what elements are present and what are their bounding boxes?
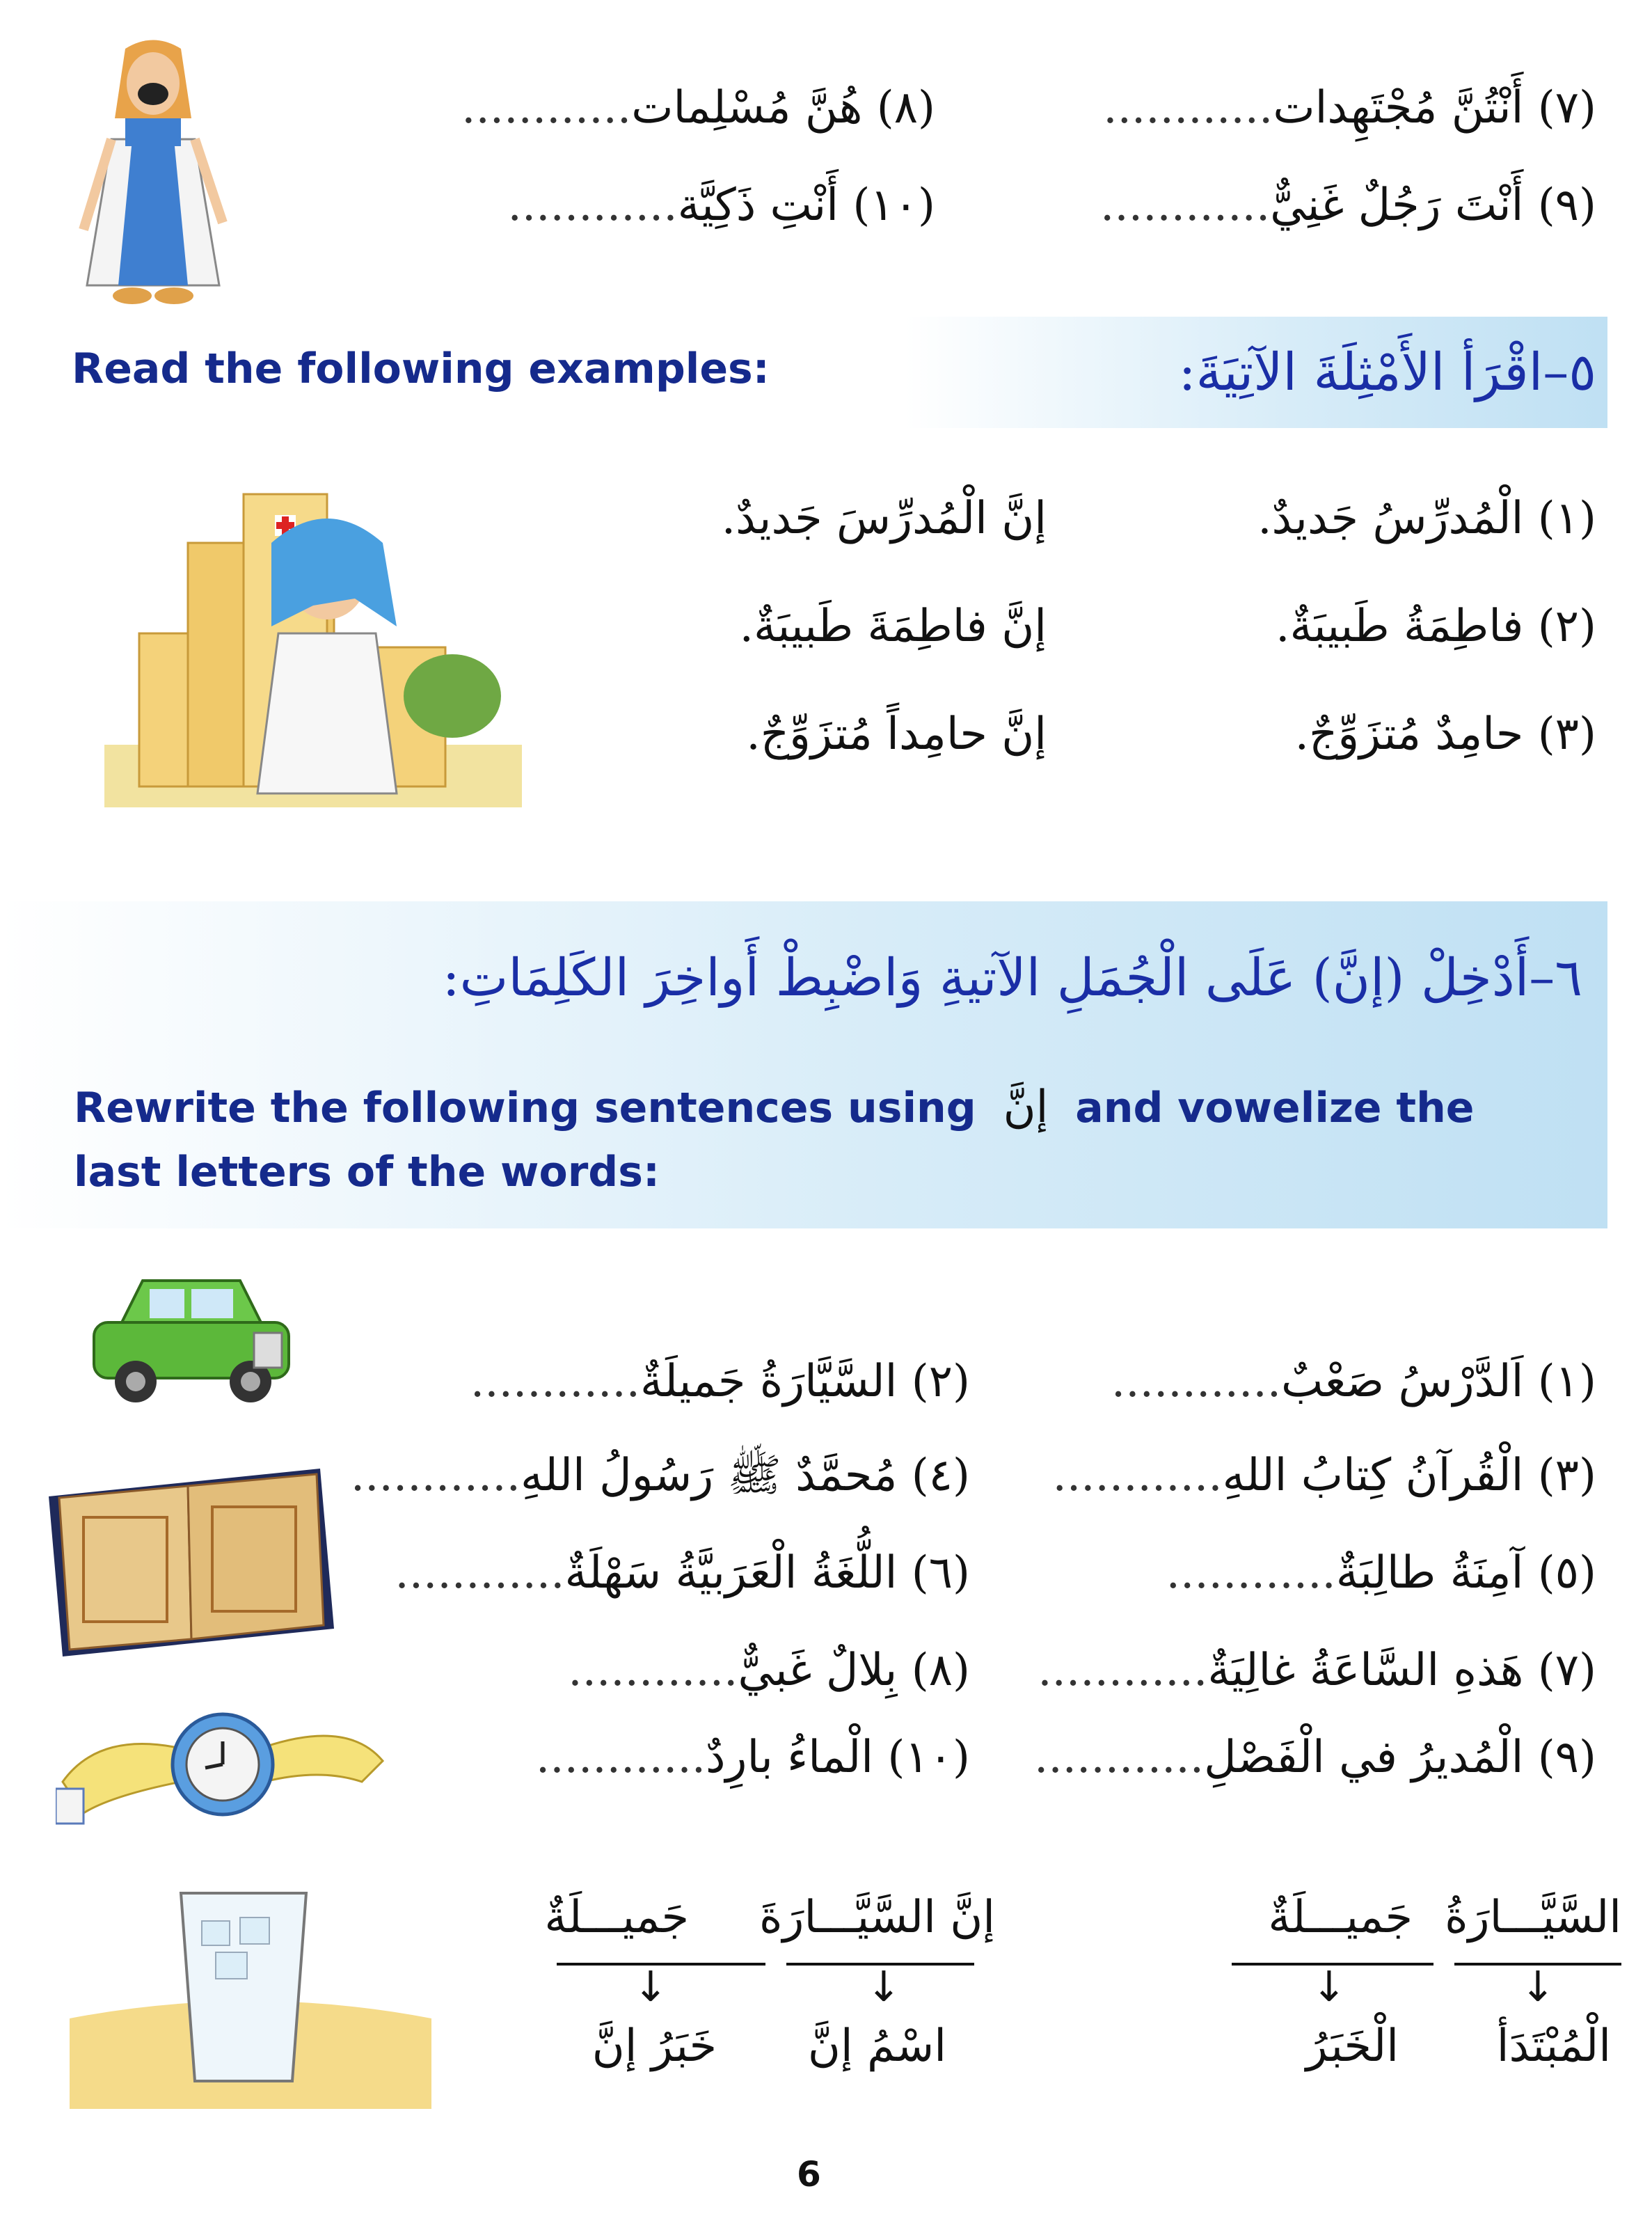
ex6-row-4-right: (٧) هَذهِ السَّاعَةُ غالِيَةٌ............: [1038, 1645, 1596, 1696]
exercise4-tail: [0, 0, 1652, 292]
ex5-row-2-left: إنَّ فاطِمَةَ طَبيبَةٌ.: [739, 601, 1047, 652]
ex4-row-2-right: (٩) أَنْتَ رَجُلٌ غَنِيٌّ............: [1100, 180, 1596, 231]
ex6-row-2-right: (٣) الْقُرآنُ كِتابُ اللهِ............: [1052, 1450, 1596, 1501]
grammar-right-word2: جَميـــلَةٌ: [1268, 1892, 1413, 1943]
grammar-left-label1: اسْمُ إنَّ: [807, 2021, 946, 2072]
grammar-right-arrow-2: ↓: [1311, 1963, 1347, 2011]
ex6-row-3-right: (٥) آمِنَةُ طالِبَةٌ............: [1166, 1547, 1596, 1599]
exercise6-instr-line2: last letters of the words:: [74, 1148, 660, 1196]
exercise5-rows: [0, 473, 1652, 793]
exercise5-title-en: Read the following examples:: [72, 345, 770, 393]
grammar-right-label2: الْخَبَرُ: [1305, 2021, 1399, 2072]
ex5-row-3-right: (٣) حامِدٌ مُتزَوِّجٌ.: [1294, 709, 1596, 760]
grammar-left-arrow-2: ↓: [633, 1963, 669, 2011]
ex6-row-2-left: (٤) مُحمَّدٌ ﷺ رَسُولُ اللهِ............: [350, 1450, 970, 1501]
ex5-row-3-left: إنَّ حامِداً مُتزَوِّجٌ.: [746, 709, 1047, 760]
ex4-row-2-left: (١٠) أَنْتِ ذَكِيَّة............: [507, 180, 935, 231]
grammar-left-arrow-1: ↓: [866, 1963, 902, 2011]
grammar-right-word1: السَّيَّـــارَةُ: [1445, 1892, 1621, 1943]
grammar-diagram-left: [480, 1886, 995, 2109]
ex6-row-4-left: (٨) بِلالٌ غَبيٌّ............: [568, 1645, 970, 1696]
ex6-row-1-left: (٢) السَّيَّارَةُ جَميلَةٌ............: [470, 1356, 970, 1407]
exercise6-rows: [0, 1350, 1652, 1803]
water-glass-illustration: [70, 1879, 431, 2109]
grammar-right-arrow-1: ↓: [1520, 1963, 1556, 2011]
ex6-row-1-right: (١) اَلدَّرْسُ صَعْبٌ............: [1111, 1356, 1596, 1407]
ex6-row-5-right: (٩) الْمُديرُ في الْفَصْلِ............: [1033, 1732, 1596, 1783]
exercise6-title-ar: ٦–أَدْخِلْ (إنَّ) عَلَى الْجُمَلِ الآتيةِ وَاضْبِطْ أَواخِرَ الكَلِمَاتِ:: [442, 948, 1582, 1008]
grammar-left-word2: جَميـــلَةٌ: [544, 1892, 689, 1943]
hospital-doctor-illustration: [104, 466, 522, 807]
inna-word: إنَّ: [1003, 1082, 1049, 1133]
woman-doctor-illustration: [70, 35, 237, 313]
grammar-diagram-right: [1211, 1886, 1621, 2109]
ex5-row-1-right: (١) الْمُدرِّسُ جَديدٌ.: [1257, 493, 1596, 544]
grammar-left-label2: خَبَرُ إنَّ: [591, 2021, 717, 2072]
grammar-left-word1: إنَّ السَّيَّـــارَةَ: [759, 1892, 995, 1943]
grammar-right-label1: الْمُبْتَدَأ: [1496, 2021, 1611, 2072]
page-number: 6: [797, 2154, 821, 2195]
exercise6-instr-line1: Rewrite the following sentences using إنَّ and vowelize the: [74, 1082, 1475, 1133]
exercise5-title-ar: ٥–اقْرَأ الأَمْثِلَةَ الآتِيَةَ:: [1178, 342, 1596, 402]
ex5-row-2-right: (٢) فاطِمَةُ طَبيبَةٌ.: [1276, 601, 1596, 652]
ex4-row-1-right: (٧) أَنْتُنَّ مُجْتَهِدات............: [1103, 82, 1596, 134]
ex5-row-1-left: إنَّ الْمُدرِّسَ جَديدٌ.: [721, 493, 1047, 544]
ex6-row-5-left: (١٠) الْماءُ بارِدٌ............: [535, 1732, 970, 1783]
ex4-row-1-left: (٨) هُنَّ مُسْلِمات............: [461, 82, 935, 134]
ex6-row-3-left: (٦) اللُّغَةُ الْعَرَبيَّةُ سَهْلَةٌ............: [395, 1547, 970, 1599]
